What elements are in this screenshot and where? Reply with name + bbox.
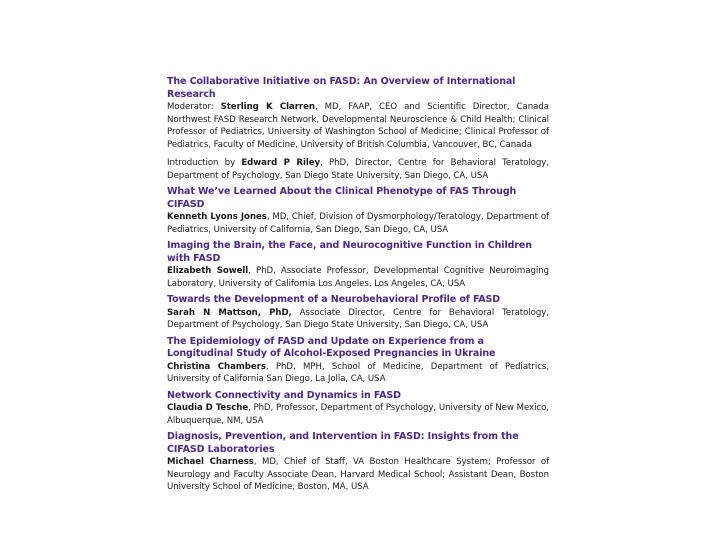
session-title: Towards the Development of a Neurobehavioral Profile of FASD [167, 294, 501, 305]
session-title: Network Connectivity and Dynamics in FASD [167, 389, 401, 401]
speaker-affiliation: , PhD, Associate Professor, Developmental Cognitive Neuroimaging Laboratory, University of California Los Angeles, Los Angeles, CA, USA [167, 266, 550, 289]
speaker-name: Kenneth Lyons Jones [167, 212, 267, 222]
moderator-name: Sterling K Clarren [220, 102, 315, 112]
speaker-info [167, 265, 549, 290]
session-overview [167, 76, 549, 182]
session-title: Imaging the Brain, the Face, and Neurocognitive Function in Children with FASD [167, 240, 532, 264]
speaker-affiliation: Associate Director, Centre for Behavioral Teratology, Department of Psychology, San Diego State University, San Diego, CA, USA [167, 307, 550, 330]
speaker-info [167, 211, 549, 236]
session-title: What We’ve Learned About the Clinical Phenotype of FAS Through CIFASD [167, 186, 517, 210]
moderator-label: Moderator: [167, 102, 221, 112]
session-epidemiology [167, 336, 549, 386]
session-title: Diagnosis, Prevention, and Intervention in FASD: Insights from the CIFASD Laboratories [167, 431, 519, 455]
session-title: The Epidemiology of FASD and Update on Experience from a Longitudinal Study of Alcohol-Exposed Pregnancies in Ukraine [167, 335, 496, 359]
session-title: The Collaborative Initiative on FASD: An Overview of International Research [167, 76, 516, 100]
session-diagnosis [167, 431, 549, 494]
speaker-name: Sarah N Mattson, PhD, [167, 307, 292, 318]
session-clinical-phenotype [167, 186, 549, 236]
speaker-name: Elizabeth Sowell [167, 266, 249, 276]
speaker-info [167, 361, 549, 386]
session-neurobehavioral [167, 294, 549, 332]
speaker-name: Claudia D Tesche [167, 403, 249, 413]
speaker-info [167, 402, 549, 427]
intro-name: Edward P Riley [241, 158, 321, 168]
session-imaging [167, 240, 549, 290]
moderator-affiliation: , MD, FAAP, CEO and Scientific Director, Canada Northwest FASD Research Network, Developmental Neuroscience & Child Health; Clinical Professor of Pediatrics, University of Washington School of Medicine; Clinical Professor of Pediatrics, Faculty of Medicine, University of British Columbia, Vancouver, BC, Canada [167, 102, 549, 150]
speaker-affiliation: , MD, Chief of Staff, VA Boston Healthcare System; Professor of Neurology and Faculty Associate Dean, Harvard Medical School; Assistant Dean, Boston University School of Medicine, Boston, MA, USA [167, 457, 549, 492]
speaker-name: Christina Chambers [167, 361, 266, 372]
speaker-name: Michael Charness [167, 457, 254, 467]
speaker-affiliation: , MD, Chief, Division of Dysmorphology/Teratology, Department of Pediatrics, University of California, San Diego, San Diego, CA, USA [167, 212, 549, 235]
speaker-info [167, 456, 549, 494]
speaker-info [167, 307, 549, 332]
introduction-info [167, 157, 549, 182]
session-network-connectivity [167, 390, 549, 428]
intro-label: Introduction by [167, 158, 242, 168]
speaker-affiliation: , PhD, Professor, Department of Psychology, University of New Mexico, Albuquerque, NM, USA [167, 403, 549, 426]
speaker-affiliation: , PhD, MPH, School of Medicine, Department of Pediatrics, University of California San Diego, La Jolla, CA, USA [167, 361, 549, 384]
intro-affiliation: , PhD, Director, Centre for Behavioral Teratology, Department of Psychology, San Diego State University, San Diego, CA, USA [167, 158, 550, 181]
moderator-info [167, 101, 549, 151]
program-page [167, 76, 549, 494]
